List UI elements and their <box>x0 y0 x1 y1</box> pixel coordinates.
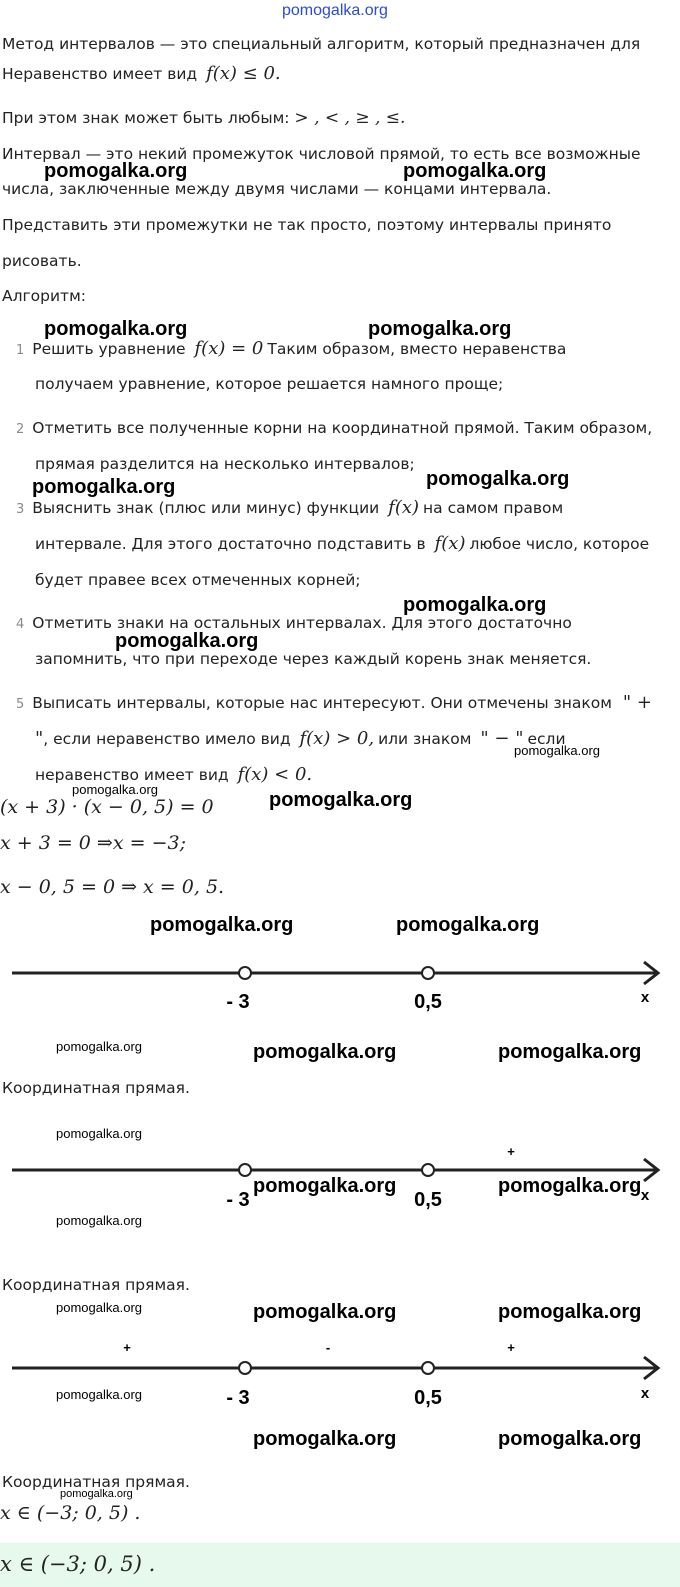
watermark: pomogalka.org <box>72 782 158 797</box>
step-3-rest: на самом правом <box>423 499 564 517</box>
root-label-2: 0,5 <box>414 1387 442 1409</box>
step-3-line-a <box>16 498 563 520</box>
step-2-line-a <box>16 418 652 440</box>
watermark: pomogalka.org <box>498 1041 642 1063</box>
step-3-b-rest: любое число, которое <box>469 535 650 553</box>
root-point-2 <box>422 1362 434 1374</box>
signs-formula: > , < , ≥ , ≤. <box>294 108 406 128</box>
step-3-formula: f(x) <box>388 497 420 518</box>
step-2-text: Отметить все полученные корни на координатной прямой. Таким образом, <box>32 419 653 437</box>
number-line-3 <box>0 1336 680 1416</box>
watermark: pomogalka.org <box>56 1387 142 1402</box>
step-5-number: 5 <box>16 697 25 712</box>
axis-variable: x <box>640 1385 650 1402</box>
sign-right: + <box>507 1340 515 1355</box>
equation-root-2: x − 0, 5 = 0 ⇒ x = 0, 5. <box>0 876 225 898</box>
watermark: pomogalka.org <box>253 1428 397 1450</box>
root-label-2: 0,5 <box>414 991 442 1013</box>
watermark: pomogalka.org <box>403 160 547 182</box>
watermark: pomogalka.org <box>44 160 188 182</box>
step-1-line-a <box>16 339 566 361</box>
watermark: pomogalka.org <box>60 1488 133 1500</box>
step-5-c-text: неравенство имеет вид <box>35 766 229 784</box>
step-5-b-formula: f(x) > 0, <box>299 728 375 749</box>
watermark: pomogalka.org <box>253 1301 397 1323</box>
watermark: pomogalka.org <box>403 594 547 616</box>
watermark: pomogalka.org <box>56 1126 142 1141</box>
watermark: pomogalka.org <box>396 914 540 936</box>
watermark: pomogalka.org <box>514 743 600 758</box>
answer-final: x ∈ (−3; 0, 5) . <box>0 1552 156 1576</box>
watermark: pomogalka.org <box>368 318 512 340</box>
step-1-text: Решить уравнение <box>32 340 186 358</box>
step-5-line-a <box>16 693 652 715</box>
root-label-1: - 3 <box>226 1189 250 1211</box>
watermark: pomogalka.org <box>426 468 570 490</box>
step-3-text: Выяснить знак (плюс или минус) функции <box>32 499 380 517</box>
interval-line-2: числа, заключенные между двумя числами — концами интервала. <box>2 180 552 198</box>
signs-line <box>2 108 405 128</box>
step-5-minus-quote: " − " <box>480 728 524 749</box>
axis-variable: x <box>640 989 650 1006</box>
step-4-number: 4 <box>16 617 25 632</box>
axis-variable: x <box>640 1187 650 1204</box>
step-2-number: 2 <box>16 422 25 437</box>
step-2-line-b: прямая разделится на несколько интервалов; <box>35 455 415 473</box>
step-5-c-formula: f(x) < 0. <box>237 764 313 785</box>
root-point-2 <box>422 967 434 979</box>
caption-3: Координатная прямая. <box>2 1473 190 1491</box>
answer-highlight <box>0 1543 680 1587</box>
watermark: pomogalka.org <box>498 1175 642 1197</box>
sign-middle: - <box>325 1340 331 1355</box>
draw-line-1: Представить эти промежутки не так просто, поэтому интервалы принято <box>2 216 612 234</box>
watermark: pomogalka.org <box>115 630 259 652</box>
step-1-rest: Таким образом, вместо неравенства <box>267 340 567 358</box>
signs-text: При этом знак может быть любым: <box>2 109 290 127</box>
watermark: pomogalka.org <box>32 476 176 498</box>
number-line-1 <box>0 950 680 1020</box>
root-point-1 <box>239 1164 251 1176</box>
step-5-line-b <box>35 729 566 749</box>
watermark: pomogalka.org <box>56 1039 142 1054</box>
step-5-b-mid: или знаком <box>378 730 472 748</box>
intro-line-2 <box>2 64 281 84</box>
watermark: pomogalka.org <box>498 1301 642 1323</box>
step-3-line-c: будет правее всех отмеченных корней; <box>35 571 361 589</box>
step-1-number: 1 <box>16 343 25 358</box>
sign-right: + <box>507 1144 515 1159</box>
step-5-text: Выписать интервалы, которые нас интересуют. Они отмечены знаком <box>32 694 612 712</box>
equation-product: (x + 3) · (x − 0, 5) = 0 <box>0 796 214 818</box>
step-3-line-b <box>35 534 649 554</box>
step-4-text: Отметить знаки на остальных интервалах. Для этого достаточно <box>32 614 572 632</box>
inequality-formula: f(x) ≤ 0. <box>206 63 281 84</box>
site-header-link[interactable]: pomogalka.org <box>282 2 388 19</box>
algorithm-title: Алгоритм: <box>2 287 86 305</box>
step-1-formula: f(x) = 0 <box>194 338 264 359</box>
root-point-2 <box>422 1164 434 1176</box>
root-label-1: - 3 <box>226 1387 250 1409</box>
step-5-plus-quote: " + <box>622 692 652 713</box>
caption-1: Координатная прямая. <box>2 1079 190 1097</box>
step-1-line-b: получаем уравнение, которое решается намного проще; <box>35 375 504 393</box>
watermark: pomogalka.org <box>44 318 188 340</box>
watermark: pomogalka.org <box>253 1175 397 1197</box>
caption-2: Координатная прямая. <box>2 1276 190 1294</box>
watermark: pomogalka.org <box>269 789 413 811</box>
step-5-b-rest: если <box>527 730 566 748</box>
step-5-b-text: , если неравенство имело вид <box>43 730 291 748</box>
step-3-b-text: интервале. Для этого достаточно подставить в <box>35 535 426 553</box>
root-point-1 <box>239 1362 251 1374</box>
answer-line: x ∈ (−3; 0, 5) . <box>0 1502 141 1524</box>
step-4-line-b: запомнить, что при переходе через каждый корень знак меняется. <box>35 650 592 668</box>
root-label-2: 0,5 <box>414 1189 442 1211</box>
equation-root-1: x + 3 = 0 ⇒x = −3; <box>0 832 186 854</box>
root-point-1 <box>239 967 251 979</box>
sign-left: + <box>123 1340 131 1355</box>
intro-line-1: Метод интервалов — это специальный алгоритм, который предназначен для <box>2 35 641 53</box>
root-label-1: - 3 <box>226 991 250 1013</box>
step-3-number: 3 <box>16 502 25 517</box>
intro-line-2-text: Неравенство имеет вид <box>2 65 198 83</box>
watermark: pomogalka.org <box>56 1300 142 1315</box>
step-3-b-formula: f(x) <box>434 533 466 554</box>
watermark: pomogalka.org <box>253 1041 397 1063</box>
interval-line-1: Интервал — это некий промежуток числовой прямой, то есть все возможные <box>2 145 641 163</box>
watermark: pomogalka.org <box>150 914 294 936</box>
watermark: pomogalka.org <box>56 1213 142 1228</box>
step-5-quote: " <box>35 728 44 749</box>
draw-line-2: рисовать. <box>2 252 82 270</box>
watermark: pomogalka.org <box>498 1428 642 1450</box>
